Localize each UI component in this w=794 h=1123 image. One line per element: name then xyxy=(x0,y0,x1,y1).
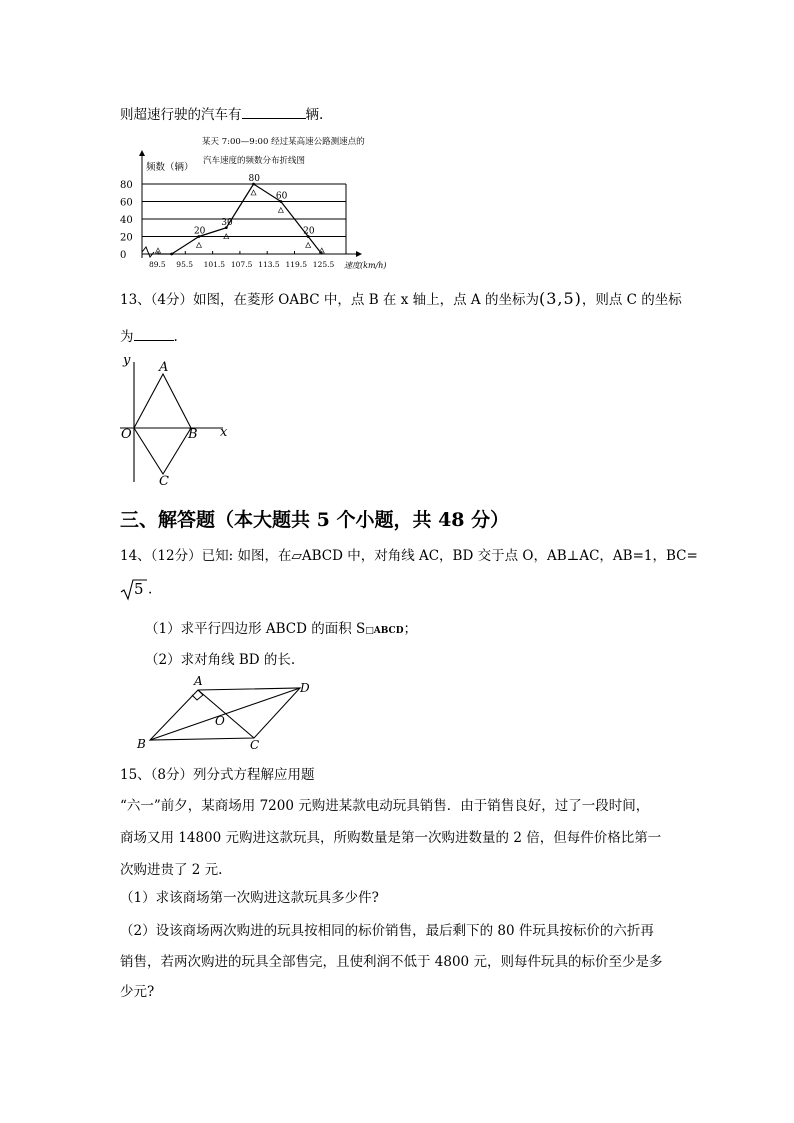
point-triangle-marker xyxy=(251,190,256,195)
axis-break xyxy=(142,247,154,257)
q15-sub-2c: 少元? xyxy=(120,984,155,1000)
q15-para-2: 商场又用 14800 元购进这款玩具，所购数量是第一次购进数量的 2 倍，但每件价格比第一 xyxy=(120,830,662,846)
point-triangle-marker xyxy=(306,243,311,248)
x-axis-arrow xyxy=(356,251,362,257)
q12-answer-blank[interactable] xyxy=(242,104,306,119)
x-tick-label: 107.5 xyxy=(230,260,253,269)
y-tick-label: 20 xyxy=(120,232,133,244)
x-tick-label: 125.5 xyxy=(312,260,335,269)
label-o: O xyxy=(121,427,132,442)
q12-tail xyxy=(120,103,323,123)
parallelogram-figure xyxy=(132,672,322,754)
q14-part1 xyxy=(145,617,417,637)
y-axis-arrow xyxy=(139,150,145,156)
q12-text-before: 则超速行驶的汽车有 xyxy=(120,107,242,123)
frequency-polygon-chart xyxy=(118,130,408,275)
label-a: A xyxy=(159,360,169,375)
q13-text-a: 13、（4分）如图，在菱形 OABC 中，点 B 在 x 轴上，点 A 的坐标为 xyxy=(120,292,539,308)
chart-ylabel: 频数（辆） xyxy=(146,162,194,173)
label-a: A xyxy=(194,674,203,688)
q13-text-b: ，则点 C 的坐标 xyxy=(581,292,682,308)
x-tick-label: 89.5 xyxy=(149,260,166,269)
q12-text-after: 辆. xyxy=(305,107,324,123)
q13-text-end: . xyxy=(173,329,178,345)
q15-para-3: 次购进贵了 2 元. xyxy=(120,862,223,878)
label-x: x xyxy=(220,425,228,440)
data-label: 30 xyxy=(221,217,233,228)
label-c: C xyxy=(250,738,260,752)
diagonal-bd xyxy=(150,688,300,740)
q14-line1: 14、（12分）已知: 如图，在▱ABCD 中，对角线 AC，BD 交于点 O，AB⊥AC，AB=1，BC= xyxy=(120,548,698,564)
data-label: 60 xyxy=(275,191,288,202)
q15-sub-2b: 销售，若两次购进的玩具全部售完，且使利润不低于 4800 元，则每件玩具的标价至少是多 xyxy=(120,954,663,970)
rhombus-oabc xyxy=(134,374,191,474)
label-y: y xyxy=(123,353,131,368)
x-tick-label: 95.5 xyxy=(176,260,194,269)
q14-line2-end: . xyxy=(148,581,153,598)
x-tick-label: 101.5 xyxy=(203,260,226,269)
data-label: 20 xyxy=(193,226,206,237)
label-d: D xyxy=(300,681,310,695)
point-triangle-marker xyxy=(278,208,283,213)
data-point xyxy=(170,253,173,256)
q14-part1-text: （1）求平行四边形 ABCD 的面积 S xyxy=(145,621,366,637)
q13-coordinate: (3,5) xyxy=(538,289,582,308)
q15-para-1: “六一”前夕，某商场用 7200 元购进某款电动玩具销售．由于销售良好，过了一段时间， xyxy=(120,798,650,814)
label-b: B xyxy=(188,427,198,442)
q13-text-wei: 为 xyxy=(120,329,134,345)
y-tick-label: 0 xyxy=(120,250,127,261)
q15-sub-2a: （2）设该商场两次购进的玩具按相同的标价销售，最后剩下的 80 件玩具按标价的六折再 xyxy=(120,923,654,939)
sqrt-5 xyxy=(120,578,148,602)
y-tick-label: 60 xyxy=(120,197,133,209)
q14-part1-end: ； xyxy=(403,621,418,637)
y-tick-label: 40 xyxy=(120,215,133,226)
y-tick-label: 80 xyxy=(120,180,133,191)
chart-xlabel: 速度(km/h) xyxy=(344,261,387,270)
q15-sub-1: （1）求该商场第一次购进这款玩具多少件? xyxy=(120,890,379,906)
x-tick-label: 113.5 xyxy=(258,260,280,269)
x-tick-label: 119.5 xyxy=(285,260,307,269)
section-title: 三、解答题（本大题共 5 个小题，共 48 分） xyxy=(120,509,510,531)
q14-part2: （2）求对角线 BD 的长. xyxy=(145,652,296,668)
label-o: O xyxy=(215,714,225,728)
q13-answer-blank[interactable] xyxy=(134,326,174,341)
label-b: B xyxy=(137,737,146,751)
chart-subtitle: 汽车速度的频数分布折线图 xyxy=(203,156,306,166)
series-segment xyxy=(308,237,322,255)
q14-line2 xyxy=(120,578,152,602)
rhombus-figure xyxy=(115,352,240,487)
data-label: 80 xyxy=(248,174,261,184)
q14-part1-sub: □ABCD xyxy=(365,626,404,636)
data-label: 20 xyxy=(303,226,315,237)
sqrt-radicand: 5 xyxy=(134,580,144,598)
q15-head: 15、（8分）列分式方程解应用题 xyxy=(120,767,315,783)
point-triangle-marker xyxy=(196,243,201,248)
chart-title: 某天 7:00—9:00 经过某高速公路测速点的 xyxy=(202,137,365,147)
label-c: C xyxy=(159,474,169,487)
q13-line2 xyxy=(120,325,178,345)
q13-line1 xyxy=(120,288,682,308)
